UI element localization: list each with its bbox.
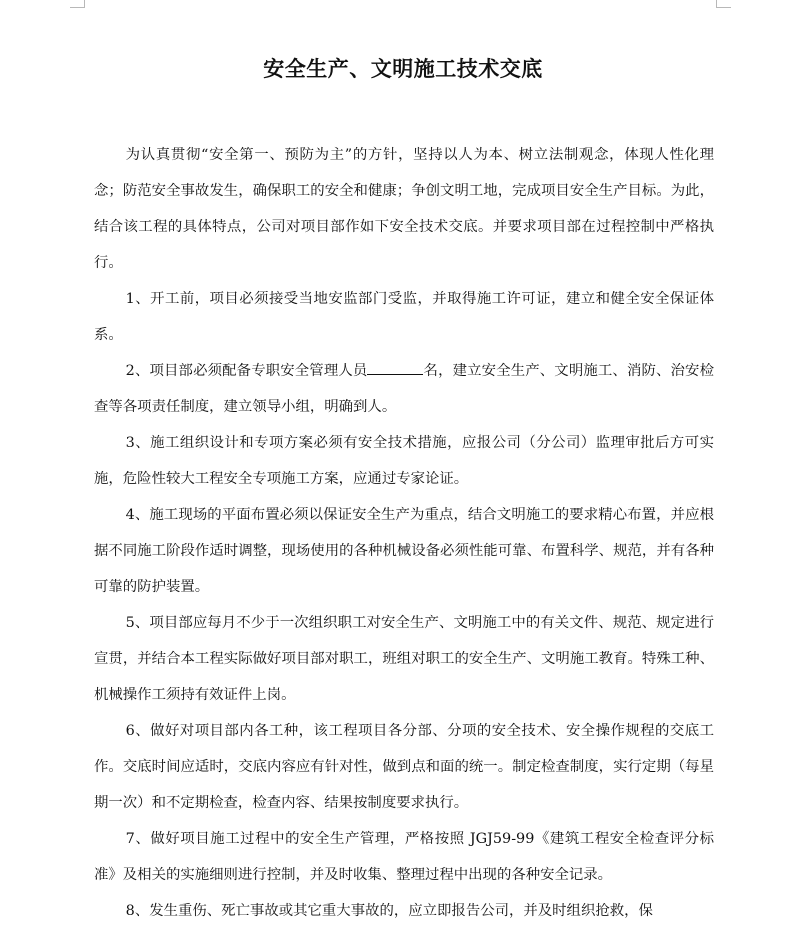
crop-mark-right [716,0,731,8]
intro-paragraph: 为认真贯彻“安全第一、预防为主”的方针，坚持以人为本、树立法制观念，体现人性化理念；防范安全事故发生，确保职工的安全和健康；争创文明工地，完成项目安全生产目标。为此，结合该工程的具体特点，公司对项目部作如下安全技术交底。并要求项目部在过程控制中严格执行。 [94,147,714,271]
item-2 [94,353,714,425]
document-body [94,137,714,929]
item-1: 1、开工前，项目必须接受当地安监部门受监，并取得施工许可证，建立和健全安全保证体系。 [94,291,714,343]
crop-mark-left [70,0,85,8]
item-3: 3、施工组织设计和专项方案必须有安全技术措施，应报公司（分公司）监理审批后方可实施，危险性较大工程安全专项施工方案，应通过专家论证。 [94,435,714,487]
document-title: 安全生产、文明施工技术交底 [263,56,543,81]
item-4: 4、施工现场的平面布置必须以保证安全生产为重点，结合文明施工的要求精心布置，并应根据不同施工阶段作适时调整，现场使用的各种机械设备必须性能可靠、布置科学、规范，并有各种可靠的防护装置。 [94,507,714,595]
item-7: 7、做好项目施工过程中的安全生产管理，严格按照 JGJ59-99《建筑工程安全检查评分标准》及相关的实施细则进行控制，并及时收集、整理过程中出现的各种安全记录。 [94,831,714,883]
item-5: 5、项目部应每月不少于一次组织职工对安全生产、文明施工中的有关文件、规范、规定进行宣贯，并结合本工程实际做好项目部对职工，班组对职工的安全生产、文明施工教育。特殊工种、机械操作工须持有效证件上岗。 [94,615,714,703]
fill-in-blank [367,360,423,375]
item-2-part-b: 名，建立安全生产、文明施工、消防、治安检查等各项责任制度，建立领导小组，明确到人。 [94,363,714,415]
item-2-part-a: 2、项目部必须配备专职安全管理人员 [125,363,368,379]
item-6: 6、做好对项目部内各工种，该工程项目各分部、分项的安全技术、安全操作规程的交底工作。交底时间应适时，交底内容应有针对性，做到点和面的统一。制定检查制度，实行定期（每星期一次）和不定期检查，检查内容、结果按制度要求执行。 [94,723,714,811]
item-8: 8、发生重伤、死亡事故或其它重大事故的，应立即报告公司，并及时组织抢救，保 [125,903,653,919]
